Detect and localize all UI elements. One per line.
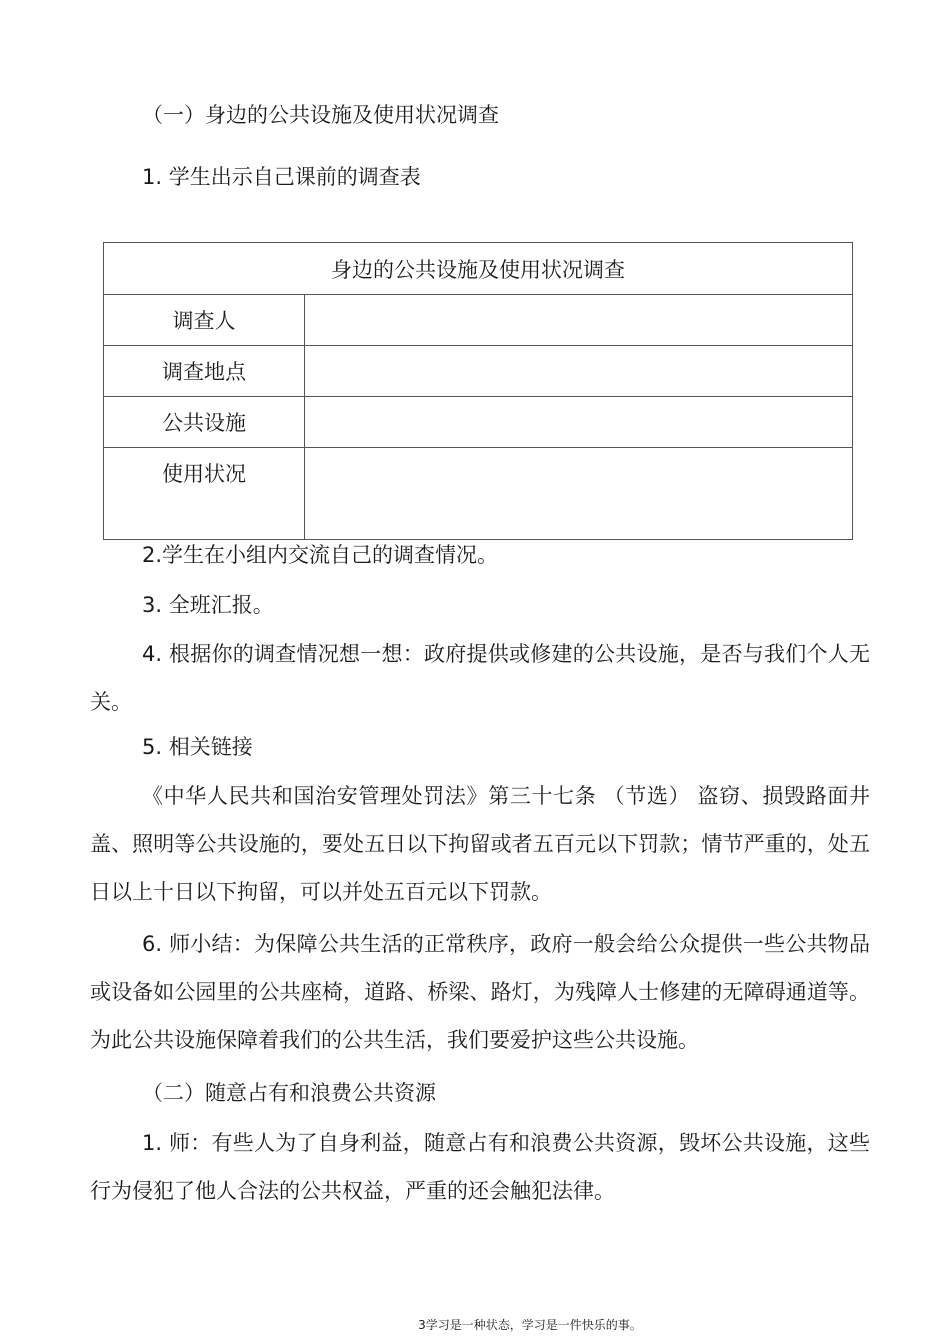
table-row [104, 448, 853, 540]
row-label-usage: 使用状况 [104, 448, 305, 540]
item-5: 5. 相关链接 [142, 735, 253, 759]
table-row [104, 346, 853, 397]
law-excerpt: 《中华人民共和国治安管理处罚法》第三十七条 （节选） 盗窃、损毁路面井盖、照明等公共设施的，要处五日以下拘留或者五百元以下罚款；情节严重的，处五日以上十日以下拘留，可以并处五百元以下罚款。 [90, 784, 870, 904]
row-value-usage [305, 448, 853, 540]
section1-heading: （一）身边的公共设施及使用状况调查 [142, 103, 499, 127]
row-label-location: 调查地点 [104, 346, 305, 397]
row-value-surveyor [305, 295, 853, 346]
item-4: 4. 根据你的调查情况想一想：政府提供或修建的公共设施，是否与我们个人无关。 [90, 642, 870, 714]
section2-heading: （二）随意占有和浪费公共资源 [142, 1081, 436, 1105]
section2-item-1: 1. 师：有些人为了自身利益，随意占有和浪费公共资源，毁坏公共设施，这些行为侵犯了他人合法的公共权益，严重的还会触犯法律。 [90, 1131, 870, 1203]
table-row [104, 397, 853, 448]
survey-table-title: 身边的公共设施及使用状况调查 [104, 243, 853, 295]
row-label-facility: 公共设施 [104, 397, 305, 448]
table-row [104, 295, 853, 346]
item-6: 6. 师小结：为保障公共生活的正常秩序，政府一般会给公众提供一些公共物品或设备如公园里的公共座椅，道路、桥梁、路灯，为残障人士修建的无障碍通道等。为此公共设施保障着我们的公共生活，我们要爱护这些公共设施。 [90, 932, 870, 1052]
survey-table [103, 242, 853, 540]
item-2: 2.学生在小组内交流自己的调查情况。 [142, 543, 499, 567]
item-3: 3. 全班汇报。 [142, 593, 274, 617]
page-footer: 3学习是一种状态，学习是一件快乐的事。 [418, 1318, 642, 1332]
item-1: 1. 学生出示自己课前的调查表 [142, 165, 421, 189]
row-value-facility [305, 397, 853, 448]
row-label-surveyor: 调查人 [104, 295, 305, 346]
row-value-location [305, 346, 853, 397]
